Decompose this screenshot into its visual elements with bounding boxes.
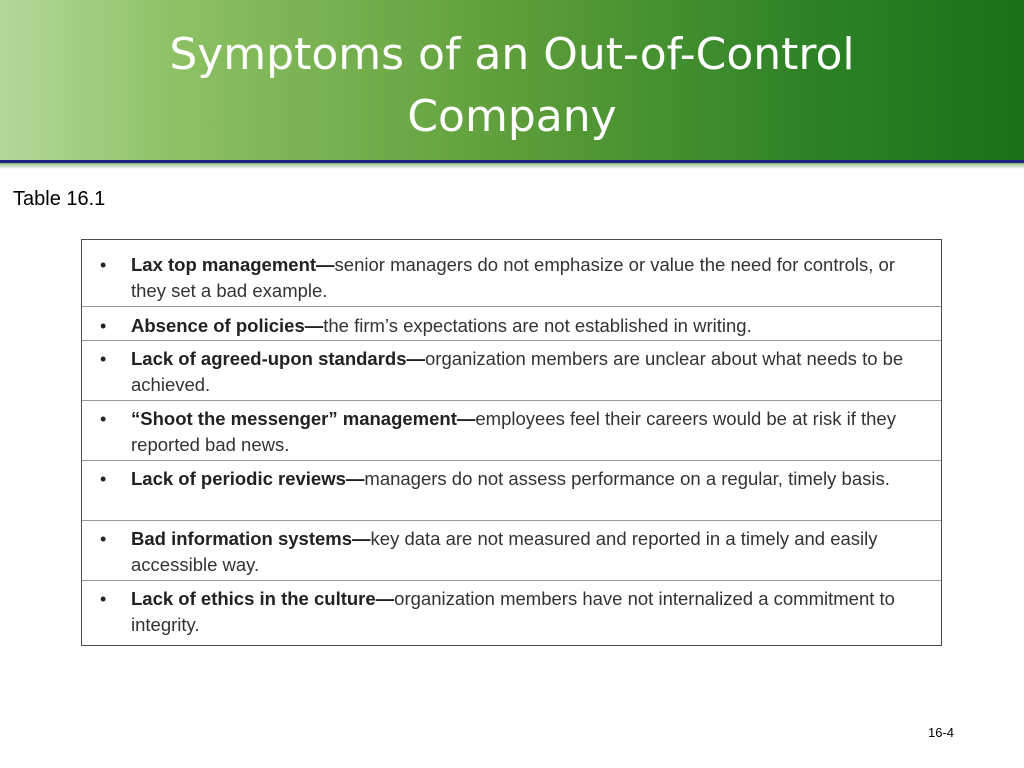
table-row bbox=[82, 341, 941, 401]
bullet-icon: • bbox=[100, 529, 107, 549]
table-row bbox=[82, 307, 941, 341]
symptom-term: Lack of periodic reviews— bbox=[131, 468, 365, 489]
symptom-description: employees feel their careers would be at risk if they reported bad news. bbox=[131, 408, 896, 455]
symptom-description: senior managers do not emphasize or value the need for controls, or they set a bad example. bbox=[131, 254, 896, 301]
bullet-icon: • bbox=[100, 316, 107, 336]
symptom-text bbox=[131, 526, 923, 578]
symptom-description: organization members have not internalized a commitment to integrity. bbox=[131, 588, 895, 635]
bullet-icon: • bbox=[100, 469, 107, 489]
symptom-text bbox=[131, 346, 923, 398]
symptom-text bbox=[131, 406, 923, 458]
symptoms-table bbox=[81, 239, 942, 646]
symptom-description: key data are not measured and reported in a timely and easily accessible way. bbox=[131, 528, 878, 575]
bullet-icon: • bbox=[100, 589, 107, 609]
table-row bbox=[82, 521, 941, 581]
symptom-term: Lack of ethics in the culture— bbox=[131, 588, 395, 609]
symptom-text bbox=[131, 252, 923, 304]
symptom-description: managers do not assess performance on a regular, timely basis. bbox=[364, 468, 890, 489]
symptom-description: organization members are unclear about what needs to be achieved. bbox=[131, 348, 904, 395]
symptom-term: Bad information systems— bbox=[131, 528, 371, 549]
symptom-text bbox=[131, 586, 923, 638]
table-row bbox=[82, 401, 941, 461]
table-row bbox=[82, 461, 941, 521]
symptom-text bbox=[131, 466, 923, 492]
slide-title: Symptoms of an Out-of-Control Company bbox=[169, 29, 855, 142]
symptom-text bbox=[131, 313, 923, 339]
symptom-term: Lax top management— bbox=[131, 254, 335, 275]
bullet-icon: • bbox=[100, 349, 107, 369]
symptom-description: the firm’s expectations are not established in writing. bbox=[323, 315, 752, 336]
title-divider-shadow bbox=[0, 163, 1024, 169]
symptom-term: Absence of policies— bbox=[131, 315, 324, 336]
table-row bbox=[82, 581, 941, 645]
symptom-term: Lack of agreed-upon standards— bbox=[131, 348, 425, 369]
table-row bbox=[82, 240, 941, 307]
symptom-term: “Shoot the messenger” management— bbox=[131, 408, 476, 429]
table-caption: Table 16.1 bbox=[13, 188, 106, 210]
bullet-icon: • bbox=[100, 255, 107, 275]
bullet-icon: • bbox=[100, 409, 107, 429]
page-number: 16-4 bbox=[928, 725, 955, 740]
